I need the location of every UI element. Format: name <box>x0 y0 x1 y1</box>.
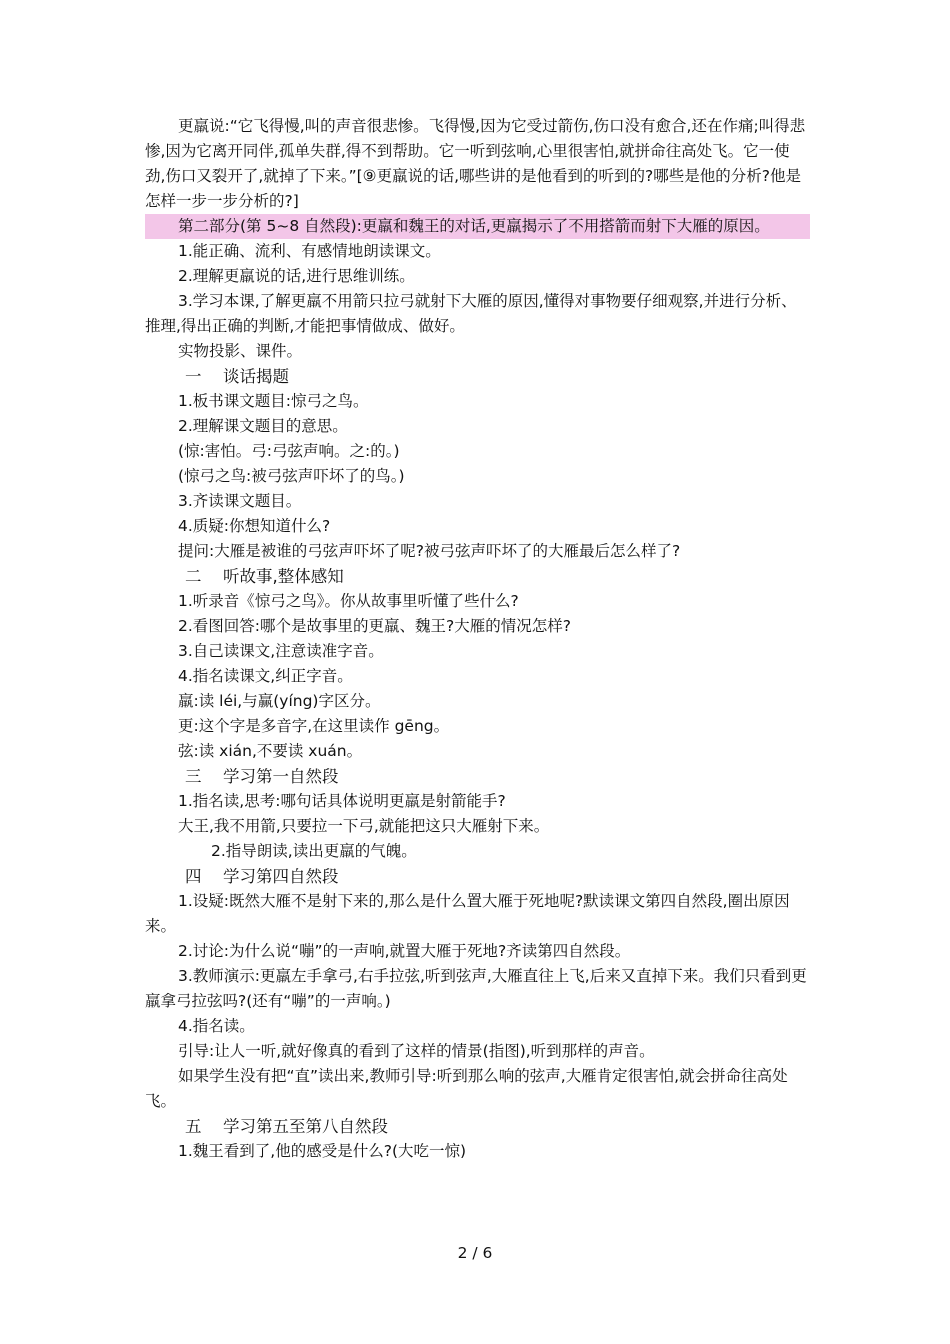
paragraph-12: 4.质疑:你想知道什么? <box>178 517 331 535</box>
highlight-text: 第二部分(第 5~8 自然段):更羸和魏王的对话,更羸揭示了不用搭箭而射下大雁的原因。 <box>145 214 810 239</box>
paragraph-29: 3.教师演示:更羸左手拿弓,右手拉弦,听到弦声,大雁直往上飞,后来又直掉下来。我们只看到更羸拿弓拉弦吗?(还有“嘣”的一声响。) <box>145 967 807 1010</box>
paragraph-25: 2.指导朗读,读出更羸的气魄。 <box>211 842 417 860</box>
paragraph-18: 4.指名读课文,纠正字音。 <box>178 667 353 685</box>
paragraph-10: (惊弓之鸟:被弓弦声吓坏了的鸟。) <box>178 467 405 485</box>
heading-number: 五 <box>185 1117 202 1136</box>
paragraph-13: 提问:大雁是被谁的弓弦声吓坏了呢?被弓弦声吓坏了的大雁最后怎么样了? <box>178 542 681 560</box>
heading-text: 学习第一自然段 <box>223 767 339 786</box>
paragraph-0: 更羸说:“它飞得慢,叫的声音很悲惨。飞得慢,因为它受过箭伤,伤口没有愈合,还在作痛;叫得悲惨,因为它离开同伴,孤单失群,得不到帮助。它一听到弦响,心里很害怕,就拼命往高处飞。它一使劲,伤口又裂开了,就掉了下来。”[⑨更羸说的话,哪些讲的是他看到的听到的?哪些是他的分析?他是怎样一步一步分析的?] <box>145 117 806 210</box>
paragraph-34: 1.魏王看到了,他的感受是什么?(大吃一惊) <box>178 1142 467 1160</box>
paragraph-3: 2.理解更羸说的话,进行思维训练。 <box>178 267 415 285</box>
paragraph-30: 4.指名读。 <box>178 1017 255 1035</box>
paragraph-9: (惊:害怕。弓:弓弦声响。之:的。) <box>178 442 400 460</box>
paragraph-15: 1.听录音《惊弓之鸟》。你从故事里听懂了些什么? <box>178 592 519 610</box>
paragraph-4: 3.学习本课,了解更羸不用箭只拉弓就射下大雁的原因,懂得对事物要仔细观察,并进行分析、推理,得出正确的判断,才能把事情做成、做好。 <box>145 292 797 335</box>
heading-number: 一 <box>185 367 202 386</box>
paragraph-21: 弦:读 xián,不要读 xuán。 <box>178 742 363 760</box>
section-heading-4 <box>145 864 810 889</box>
heading-text: 谈话揭题 <box>223 367 289 386</box>
paragraph-8: 2.理解课文题目的意思。 <box>178 417 348 435</box>
paragraph-2: 1.能正确、流利、有感情地朗读课文。 <box>178 242 441 260</box>
section-heading-2 <box>145 564 810 589</box>
paragraph-28: 2.讨论:为什么说“嘣”的一声响,就置大雁于死地?齐读第四自然段。 <box>178 942 631 960</box>
paragraph-32: 如果学生没有把“直”读出来,教师引导:听到那么响的弦声,大雁肯定很害怕,就会拼命往高处飞。 <box>145 1067 788 1110</box>
paragraph-11: 3.齐读课文题目。 <box>178 492 302 510</box>
section-heading-3 <box>145 764 810 789</box>
heading-text: 学习第五至第八自然段 <box>223 1117 388 1136</box>
page-number: 2 / 6 <box>457 1244 493 1262</box>
paragraph-5: 实物投影、课件。 <box>178 342 303 360</box>
heading-number: 四 <box>185 867 202 886</box>
paragraph-7: 1.板书课文题目:惊弓之鸟。 <box>178 392 369 410</box>
paragraph-27: 1.设疑:既然大雁不是射下来的,那么是什么置大雁于死地呢?默读课文第四自然段,圈出原因来。 <box>145 892 790 935</box>
paragraph-16: 2.看图回答:哪个是故事里的更羸、魏王?大雁的情况怎样? <box>178 617 571 635</box>
paragraph-20: 更:这个字是多音字,在这里读作 gēng。 <box>178 717 450 735</box>
heading-text: 学习第四自然段 <box>223 867 339 886</box>
paragraph-23: 1.指名读,思考:哪句话具体说明更羸是射箭能手? <box>178 792 506 810</box>
paragraph-19: 羸:读 léi,与赢(yíng)字区分。 <box>178 692 381 710</box>
highlighted-paragraph <box>145 214 810 239</box>
document-body <box>145 114 810 1164</box>
paragraph-24: 大王,我不用箭,只要拉一下弓,就能把这只大雁射下来。 <box>178 817 550 835</box>
paragraph-17: 3.自己读课文,注意读准字音。 <box>178 642 384 660</box>
heading-number: 三 <box>185 767 202 786</box>
heading-number: 二 <box>185 567 202 586</box>
heading-text: 听故事,整体感知 <box>223 567 344 586</box>
paragraph-31: 引导:让人一听,就好像真的看到了这样的情景(指图),听到那样的声音。 <box>178 1042 655 1060</box>
section-heading-1 <box>145 364 810 389</box>
section-heading-5 <box>145 1114 810 1139</box>
